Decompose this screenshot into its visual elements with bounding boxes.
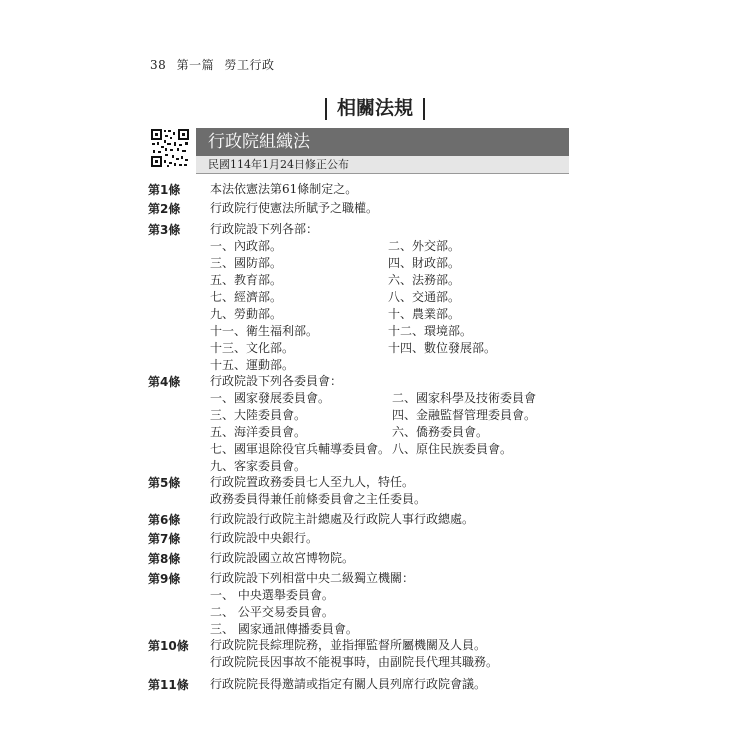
item-row	[210, 272, 580, 289]
article-number: 第7條	[148, 532, 181, 546]
article-line: 行政院設中央銀行。	[210, 531, 319, 545]
running-header	[150, 56, 280, 73]
part-label: 第一篇	[176, 58, 215, 72]
article-number: 第1條	[148, 183, 181, 197]
list-item: 四、金融監督管理委員會。	[392, 408, 537, 422]
subject-label: 勞工行政	[224, 58, 275, 72]
item-row	[210, 458, 580, 475]
item-list	[210, 238, 580, 374]
law-title-bar	[196, 128, 569, 156]
list-item: 二、外交部。	[388, 239, 461, 253]
list-item: 七、國軍退除役官兵輔導委員會。	[210, 442, 391, 456]
law-date-bar	[196, 156, 569, 174]
list-item: 六、僑務委員會。	[392, 425, 489, 439]
article-number: 第9條	[148, 572, 181, 586]
article-body	[210, 373, 580, 475]
page-number: 38	[150, 58, 167, 72]
item-row	[210, 340, 580, 357]
article-body	[210, 221, 580, 374]
article-line: 行政院行使憲法所賦予之職權。	[210, 201, 379, 215]
list-item: 十三、文化部。	[210, 341, 295, 355]
article-number: 第10條	[148, 639, 189, 653]
article-line: 行政院設下列相當中央二級獨立機關：	[210, 571, 415, 585]
article-body	[210, 676, 580, 693]
article-line: 政務委員得兼任前條委員會之主任委員。	[210, 492, 427, 506]
article-body	[210, 550, 580, 567]
article-number: 第8條	[148, 552, 181, 566]
article-line: 二、 公平交易委員會。	[210, 605, 334, 619]
list-item: 八、交通部。	[388, 290, 461, 304]
article-body	[210, 637, 580, 671]
article-number: 第4條	[148, 375, 181, 389]
article-line: 行政院設國立故宮博物院。	[210, 551, 355, 565]
list-item: 一、內政部。	[210, 239, 283, 253]
title-left-bar	[325, 98, 327, 120]
item-row	[210, 238, 580, 255]
article-line: 三、 國家通訊傳播委員會。	[210, 622, 358, 636]
item-row	[210, 289, 580, 306]
item-row	[210, 424, 580, 441]
qr-code-icon	[150, 128, 190, 168]
article-number: 第5條	[148, 476, 181, 490]
article-number: 第6條	[148, 513, 181, 527]
list-item: 九、客家委員會。	[210, 459, 307, 473]
list-item: 四、財政部。	[388, 256, 461, 270]
item-row	[210, 441, 580, 458]
article-body	[210, 474, 580, 508]
title-right-bar	[423, 98, 425, 120]
list-item: 八、原住民族委員會。	[392, 442, 513, 456]
list-item: 九、勞動部。	[210, 307, 283, 321]
item-row	[210, 357, 580, 374]
article-number: 第11條	[148, 678, 189, 692]
item-row	[210, 306, 580, 323]
section-title	[0, 93, 750, 120]
article-line: 一、 中央選舉委員會。	[210, 588, 334, 602]
item-row	[210, 255, 580, 272]
list-item: 三、國防部。	[210, 256, 283, 270]
article-line: 行政院院長因事故不能視事時，由副院長代理其職務。	[210, 655, 499, 669]
article-line: 行政院置政務委員七人至九人，特任。	[210, 475, 415, 489]
list-item: 七、經濟部。	[210, 290, 283, 304]
article-line: 行政院設下列各委員會：	[210, 374, 343, 388]
list-item: 十一、衛生福利部。	[210, 324, 319, 338]
list-item: 三、大陸委員會。	[210, 408, 307, 422]
article-body	[210, 511, 580, 528]
section-title-text: 相關法規	[336, 97, 413, 119]
list-item: 六、法務部。	[388, 273, 461, 287]
article-line: 行政院院長綜理院務，並指揮監督所屬機關及人員。	[210, 638, 487, 652]
item-list	[210, 390, 580, 475]
article-line: 行政院設行政院主計總處及行政院人事行政總處。	[210, 512, 475, 526]
law-title: 行政院組織法	[208, 132, 310, 152]
article-line: 行政院設下列各部：	[210, 222, 319, 236]
list-item: 一、國家發展委員會。	[210, 391, 331, 405]
item-row	[210, 407, 580, 424]
article-body	[210, 200, 580, 217]
list-item: 十五、運動部。	[210, 358, 295, 372]
article-body	[210, 530, 580, 547]
article-number: 第2條	[148, 202, 181, 216]
article-number: 第3條	[148, 223, 181, 237]
list-item: 二、國家科學及技術委員會	[392, 391, 537, 405]
article-body	[210, 570, 580, 638]
list-item: 五、教育部。	[210, 273, 283, 287]
list-item: 十、農業部。	[388, 307, 461, 321]
list-item: 五、海洋委員會。	[210, 425, 307, 439]
article-line: 本法依憲法第61條制定之。	[210, 182, 358, 196]
item-row	[210, 323, 580, 340]
article-line: 行政院院長得邀請或指定有關人員列席行政院會議。	[210, 677, 487, 691]
article-body	[210, 181, 580, 198]
law-date: 民國114年1月24日修正公布	[208, 158, 349, 171]
list-item: 十二、環境部。	[388, 324, 473, 338]
list-item: 十四、數位發展部。	[388, 341, 497, 355]
item-row	[210, 390, 580, 407]
